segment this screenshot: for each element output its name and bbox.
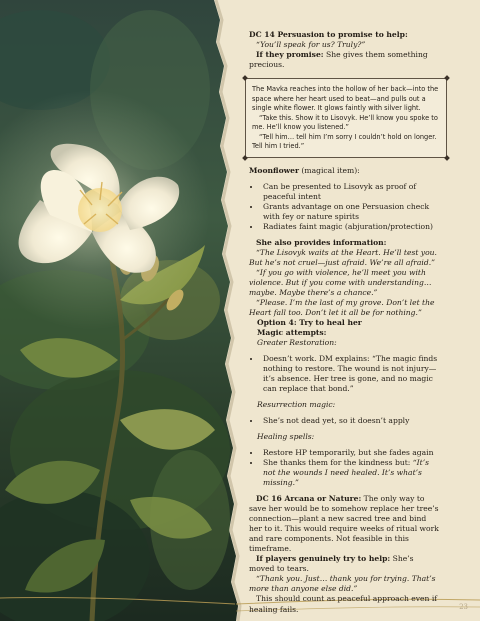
- moonflower-title: Moonflower: [249, 165, 300, 175]
- arcana-label: DC 16 Arcana or Nature:: [256, 494, 362, 504]
- greater-restoration-bullets: [249, 354, 441, 394]
- greater-restoration-label: Greater Restoration:: [257, 338, 337, 348]
- read-aloud-box: [245, 78, 447, 158]
- list-item: • Doesn’t work. DM explains: “The magic finds nothing to restore. The wound is not injury—it’s absence. Her tree is gone, and no magic can replace that bond.”: [261, 354, 441, 394]
- info-quote: “Please. I’m the last of my grove. Don’t let the Heart fall too. Don’t let it all be for nothing.”: [249, 298, 435, 318]
- info-heading: She also provides information:: [256, 237, 387, 247]
- list-item: • Grants advantage on one Persuasion check with fey or nature spirits: [261, 202, 441, 222]
- page-text-column: [249, 30, 441, 615]
- arcana-text: The only way to save her would be to somehow replace her tree’s connection—plant a new sacred tree and bind her to it. This would require weeks of ritual work and rare components. Not feasible in this timeframe.: [249, 494, 439, 554]
- info-quote: “The Lisovyk waits at the Heart. He’ll test you. But he’s not cruel—just afraid. We’re all afraid.”: [249, 248, 437, 268]
- magic-attempts-label: Magic attempts:: [257, 328, 327, 338]
- healing-spells-label: Healing spells:: [257, 432, 315, 442]
- resurrection-bullets: [249, 416, 441, 426]
- persuasion-quote: “You’ll speak for us? Truly?”: [256, 40, 366, 50]
- read-aloud-paragraph: “Tell him… tell him I’m sorry I couldn’t hold on longer. Tell him I tried.”: [252, 132, 437, 151]
- moved-quote: “Thank you. Just… thank you for trying. That’s more than anyone else did.”: [249, 574, 436, 594]
- option4-heading: Option 4: Try to heal her: [257, 318, 362, 328]
- moved-paragraph: [249, 554, 441, 574]
- list-item: • Can be presented to Lisovyk as proof of peaceful intent: [261, 182, 441, 202]
- if-promise-label: If they promise:: [256, 50, 324, 60]
- moonflower-bullets: [249, 182, 441, 232]
- page-number: 23: [459, 603, 468, 611]
- closing-paragraph: This should count as peaceful approach even if healing fails.: [249, 594, 438, 614]
- moonflower-subtitle: (magical item):: [299, 165, 360, 175]
- list-item: [261, 458, 441, 488]
- healing-thanks-quote: “It’s not the wounds I need healed. It’s what’s missing.”: [263, 458, 430, 488]
- healing-thanks-text: She thanks them for the kindness but:: [263, 458, 413, 468]
- resurrection-label: Resurrection magic:: [257, 400, 336, 410]
- list-item: • Radiates faint magic (abjuration/protection): [261, 222, 441, 232]
- read-aloud-paragraph: The Mavka reaches into the hollow of her back—into the space where her heart used to beat—and pulls out a single white flower. It glows faintly with silver light.: [252, 85, 439, 113]
- moonflower-heading: [249, 166, 441, 176]
- read-aloud-paragraph: “Take this. Show it to Lisovyk. He’ll know you spoke to me. He’ll know you listened.”: [252, 113, 438, 132]
- list-item: • Restore HP temporarily, but she fades again: [261, 448, 441, 458]
- if-promise-text: She gives them something precious.: [249, 50, 428, 70]
- moved-label: If players genuinely try to help:: [256, 554, 391, 564]
- healing-bullets: [249, 448, 441, 488]
- arcana-paragraph: [249, 494, 441, 554]
- list-item: • She’s not dead yet, so it doesn’t apply: [261, 416, 441, 426]
- persuasion-heading: DC 14 Persuasion to promise to help:: [249, 30, 408, 39]
- persuasion-outcome: [249, 50, 441, 70]
- moved-text: She’s moved to tears.: [249, 554, 414, 574]
- info-quote: “If you go with violence, he’ll meet you with violence. But if you come with understanding… maybe. Maybe there’s a chance.”: [249, 268, 432, 298]
